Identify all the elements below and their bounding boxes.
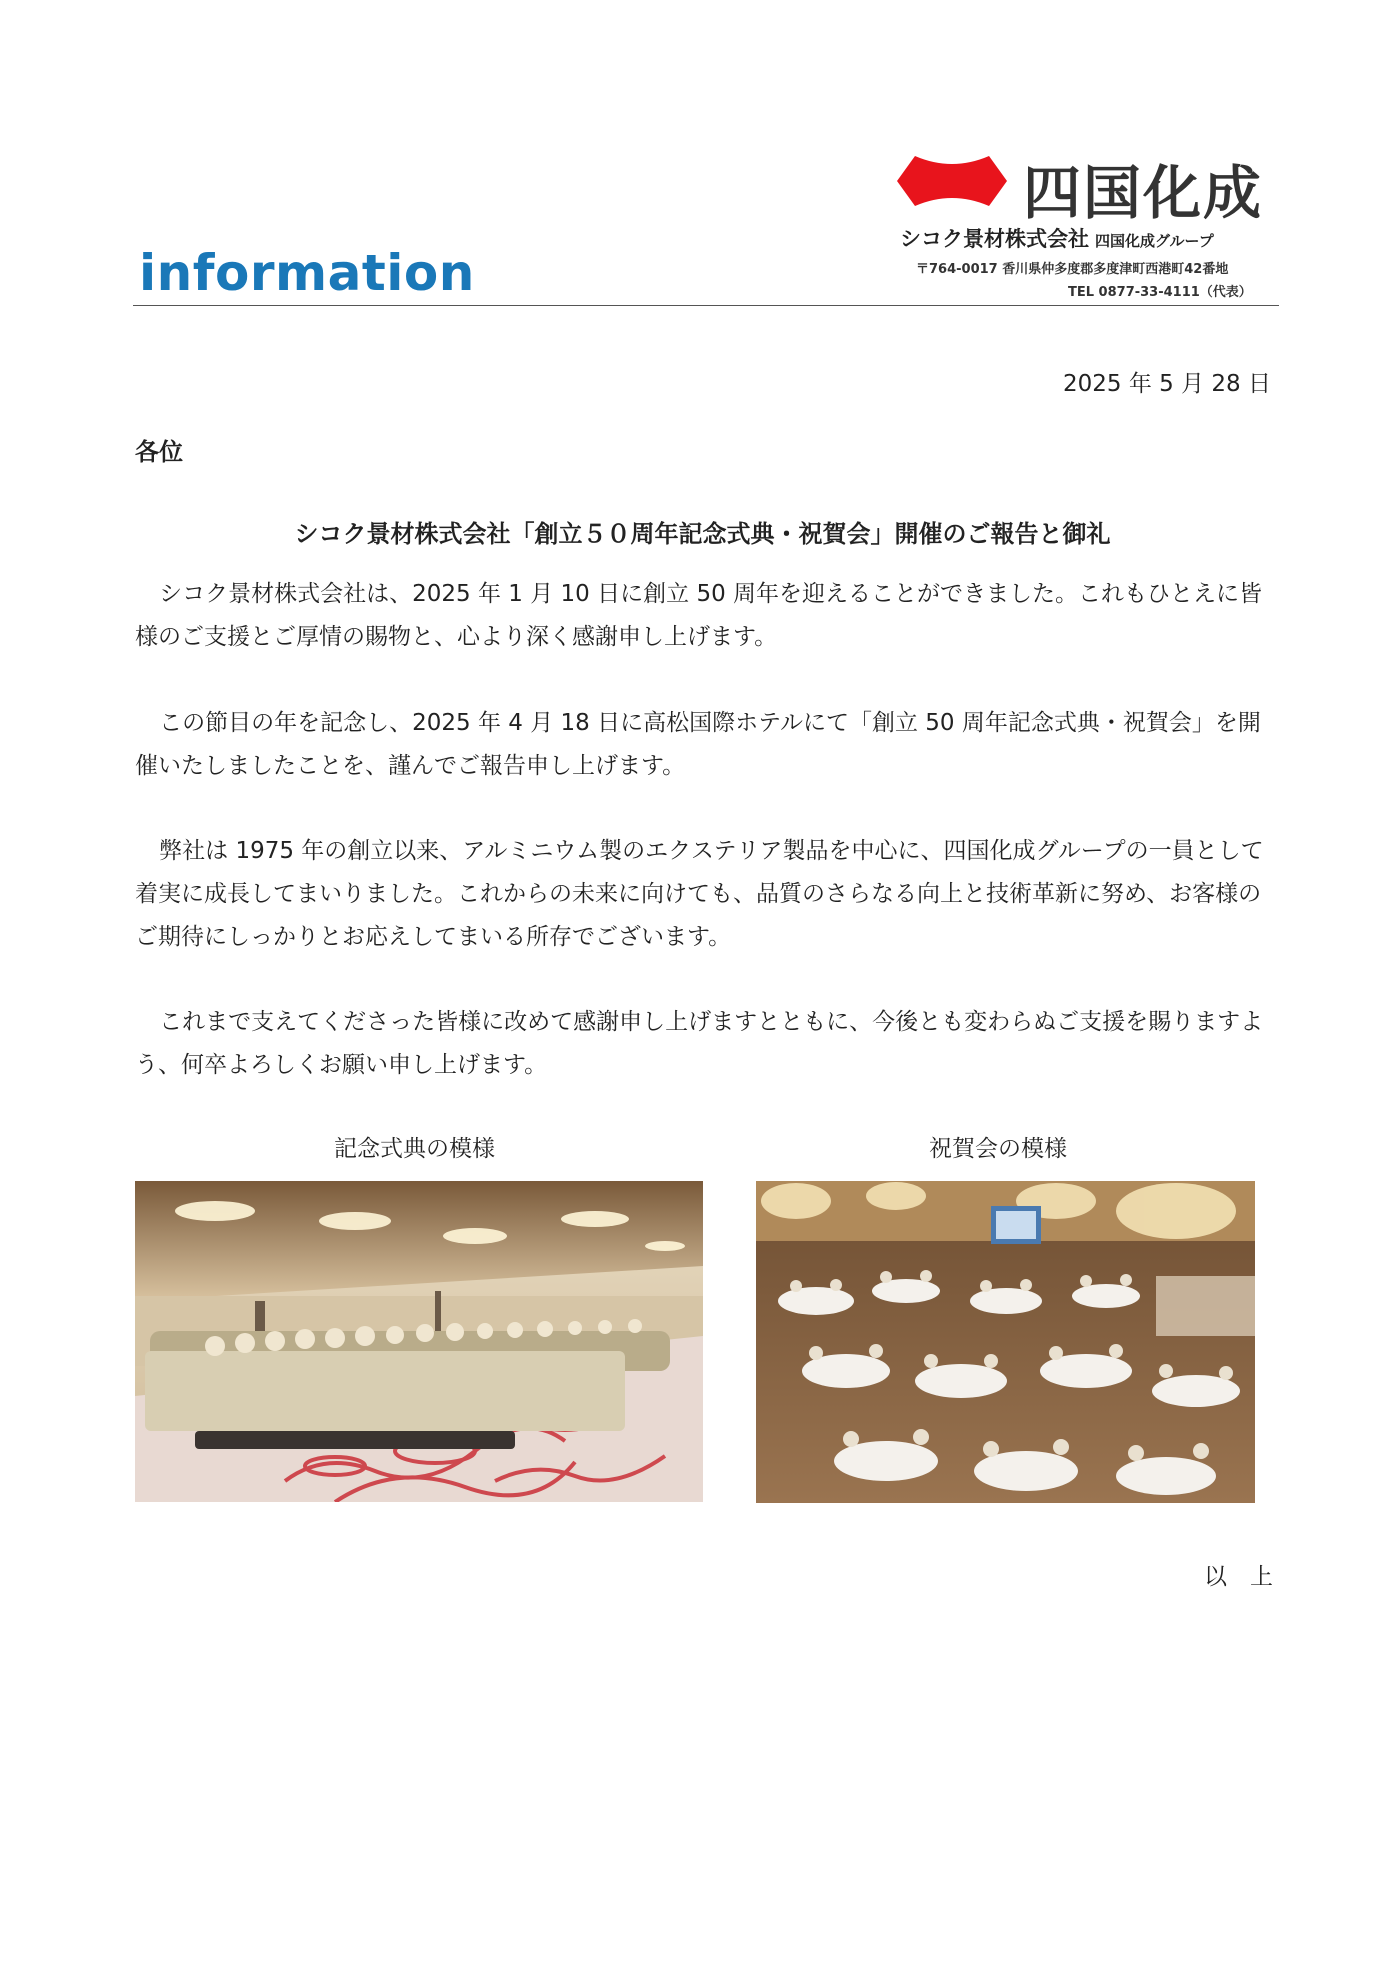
document-date: 2025 年 5 月 28 日 (1063, 371, 1271, 397)
group-name: 四国化成グループ (1095, 232, 1214, 250)
reception-photo (756, 1181, 1255, 1503)
company-name: シコク景材株式会社 (900, 227, 1089, 251)
closing-mark: 以 上 (1204, 1564, 1273, 1590)
paragraph-1: シコク景材株式会社は、2025 年 1 月 10 日に創立 50 周年を迎えることができました。これもひとえに皆様のご支援とご厚情の賜物と、心より深く感謝申し上げます。 (135, 581, 1263, 650)
information-heading: information (139, 244, 475, 302)
shikoku-kasei-logo-icon (897, 150, 1007, 212)
paragraph-3: 弊社は 1975 年の創立以来、アルミニウム製のエクステリア製品を中心に、四国化成グループの一員として着実に成長してまいりました。これからの未来に向けても、品質のさらなる向上と技術革新に努め、お客様のご期待にしっかりとお応えしてまいる所存でございます。 (135, 838, 1264, 950)
paragraph-4: これまで支えてくださった皆様に改めて感謝申し上げますとともに、今後とも変わらぬご支援を賜りますよう、何卒よろしくお願い申し上げます。 (135, 1009, 1264, 1078)
photo-caption-ceremony: 記念式典の模様 (334, 1136, 495, 1162)
logo-wordmark: 四国化成 (1023, 159, 1264, 227)
addressee: 各位 (135, 438, 183, 466)
paragraph-2: この節目の年を記念し、2025 年 4 月 18 日に高松国際ホテルにて「創立 50 周年記念式典・祝賀会」を開催いたしましたことを、謹んでご報告申し上げます。 (135, 710, 1261, 779)
company-name-line (900, 223, 1214, 253)
company-tel: TEL 0877-33-4111（代表） (1068, 285, 1252, 300)
photo-caption-reception: 祝賀会の模様 (929, 1136, 1067, 1162)
ceremony-photo (135, 1181, 703, 1502)
header-divider (133, 305, 1279, 306)
company-address: 〒764-0017 香川県仲多度郡多度津町西港町42番地 (916, 262, 1229, 277)
document-title: シコク景材株式会社「創立５０周年記念式典・祝賀会」開催のご報告と御礼 (294, 520, 1111, 548)
